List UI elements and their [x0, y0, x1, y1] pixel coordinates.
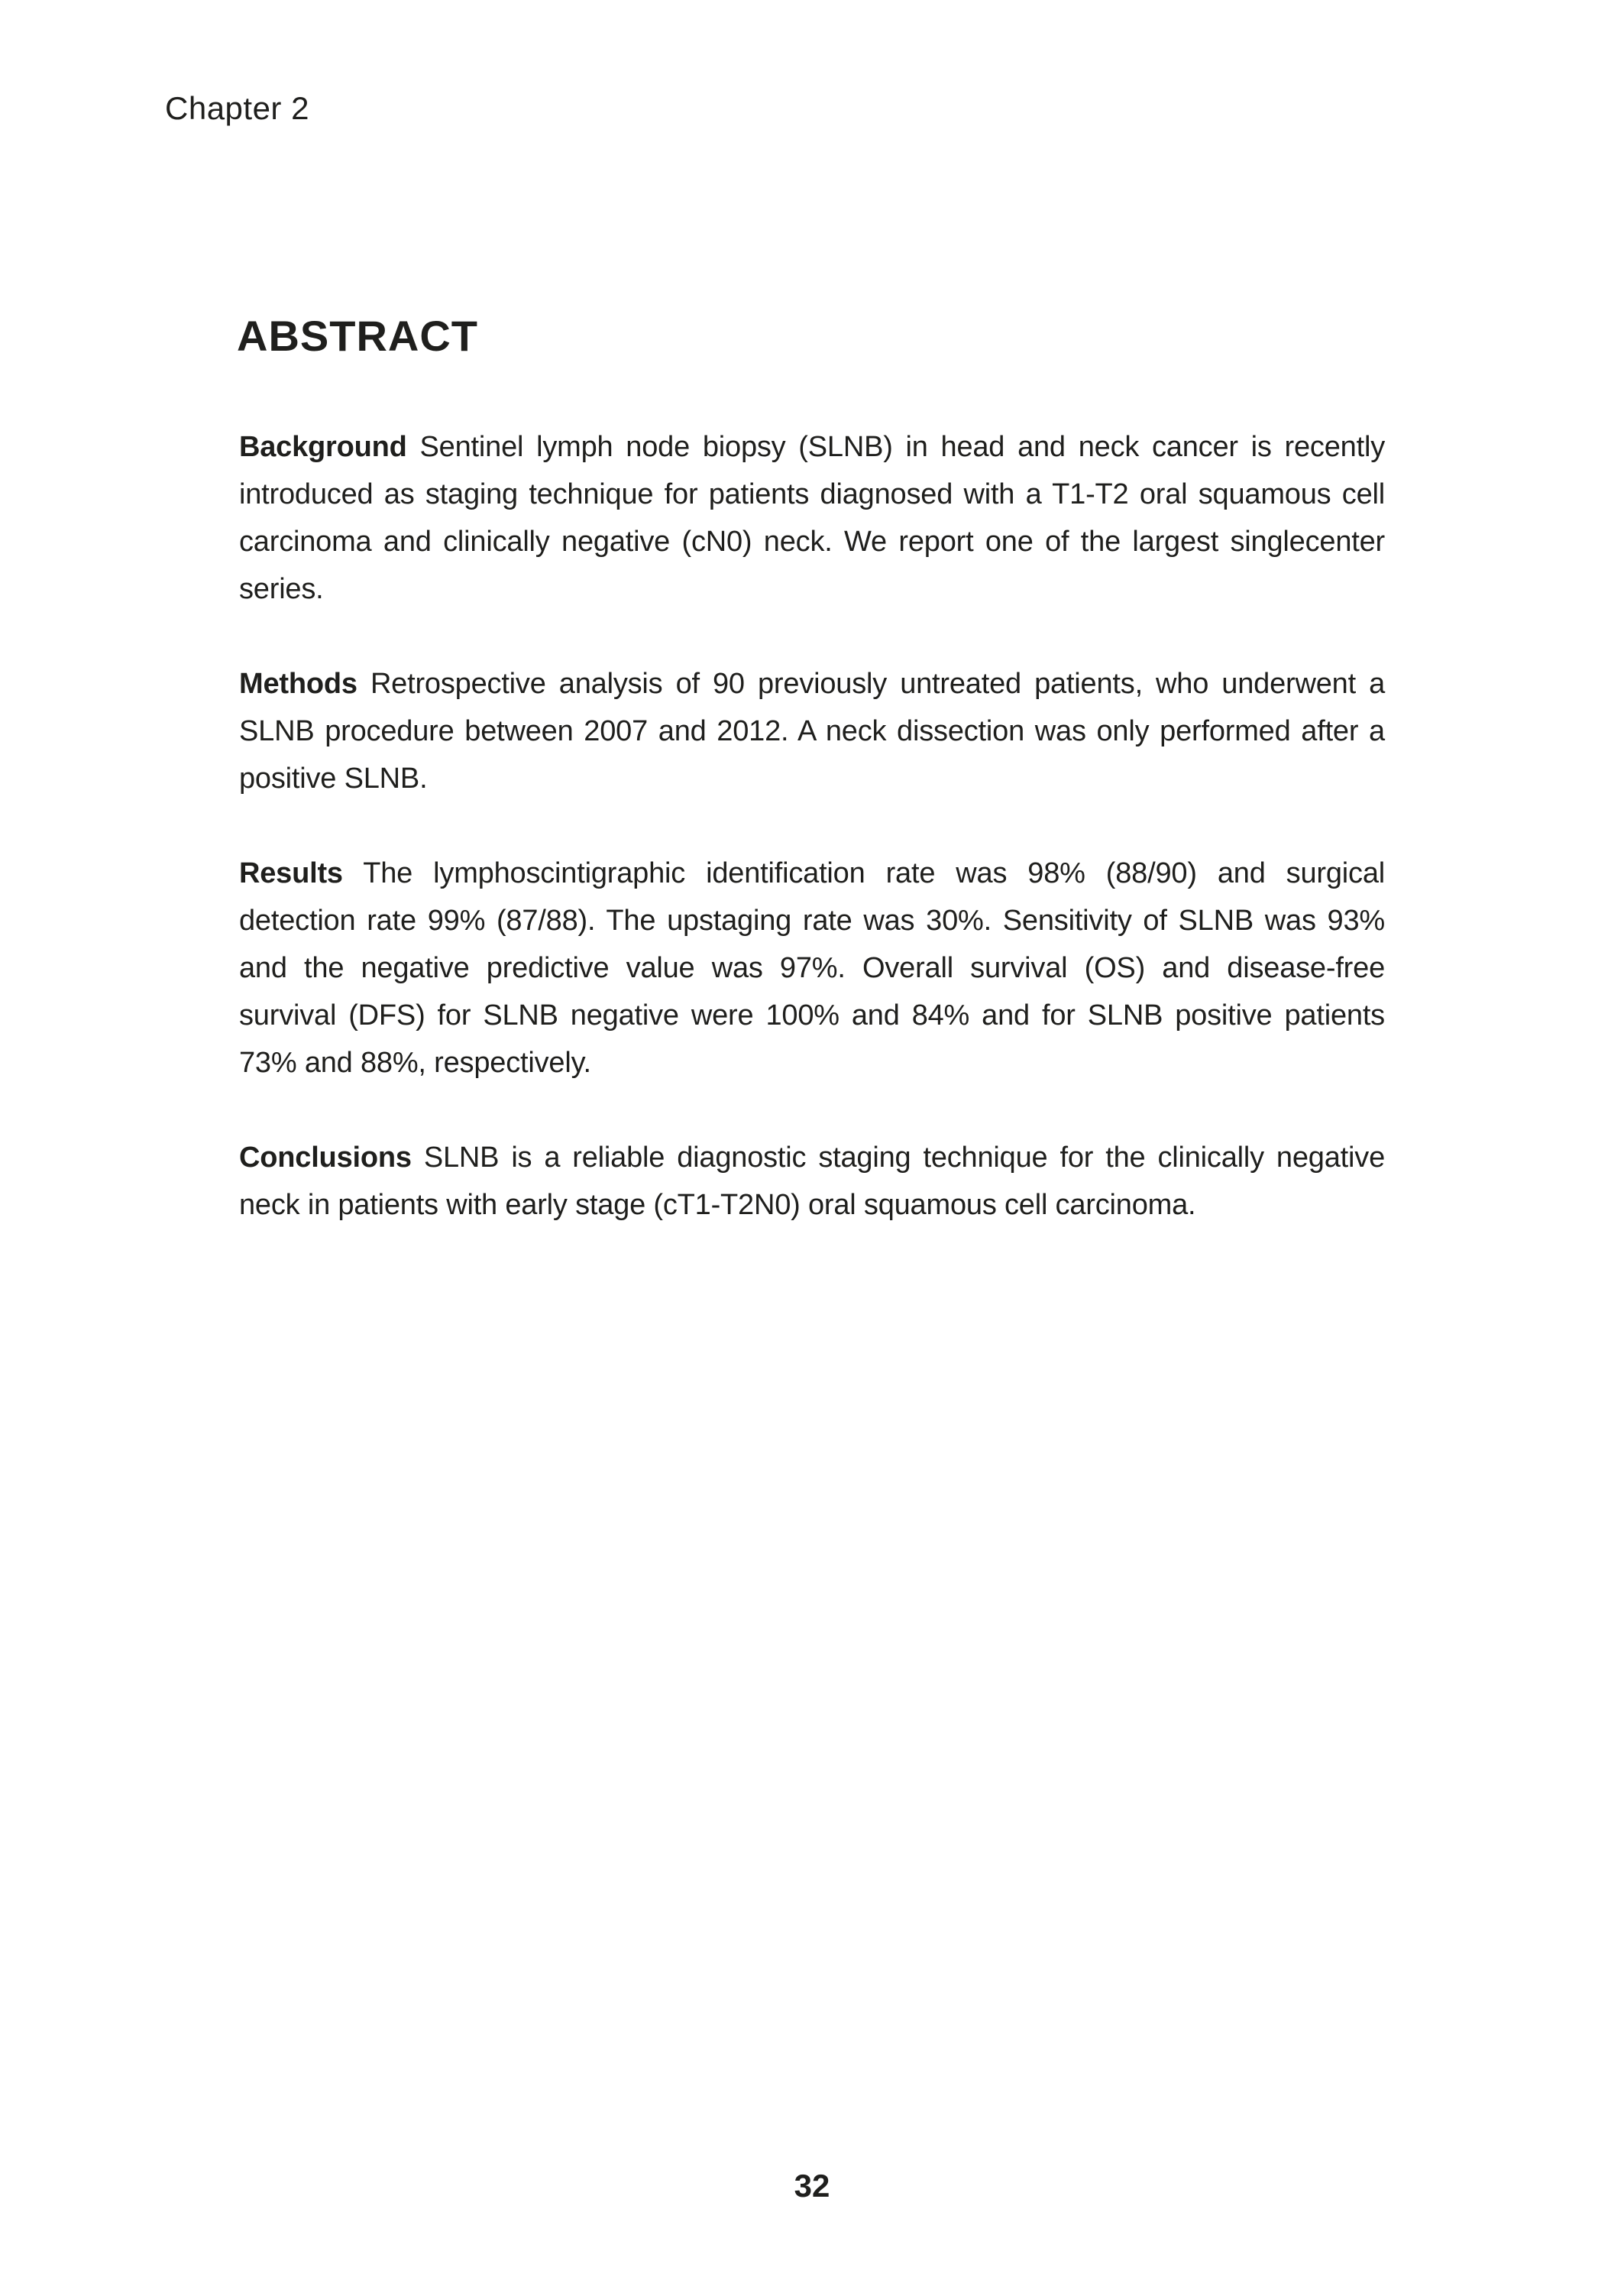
- paragraph-label-results: Results: [239, 857, 343, 889]
- chapter-header: Chapter 2: [165, 90, 309, 126]
- paragraph-text-methods: Retrospective analysis of 90 previously untreated patients, who underwent a SLNB procedure between 2007 and 2012. A neck dissection was only performed after a positive SLNB.: [239, 668, 1385, 795]
- paragraph-background: [239, 423, 1385, 613]
- paragraph-results: [239, 850, 1385, 1087]
- paragraph-label-conclusions: Conclusions: [239, 1142, 412, 1174]
- abstract-body: [239, 423, 1385, 1276]
- paragraph-conclusions: [239, 1134, 1385, 1229]
- paragraph-label-background: Background: [239, 431, 407, 463]
- paragraph-text-background: Sentinel lymph node biopsy (SLNB) in head and neck cancer is recently introduced as staging technique for patients diagnosed with a T1-T2 oral squamous cell carcinoma and clinically negative (cN0) neck. We report one of the largest singlecenter series.: [239, 431, 1385, 605]
- paragraph-methods: [239, 660, 1385, 802]
- paragraph-text-conclusions: SLNB is a reliable diagnostic staging technique for the clinically negative neck in patients with early stage (cT1-T2N0) oral squamous cell carcinoma.: [239, 1142, 1385, 1221]
- paragraph-label-methods: Methods: [239, 668, 357, 700]
- page-number: 32: [794, 2168, 830, 2204]
- abstract-title: ABSTRACT: [237, 312, 478, 360]
- paragraph-text-results: The lymphoscintigraphic identification rate was 98% (88/90) and surgical detection rate 99% (87/88). The upstaging rate was 30%. Sensitivity of SLNB was 93% and the negative predictive value was 97%. Overall survival (OS) and disease-free survival (DFS) for SLNB negative were 100% and 84% and for SLNB positive patients 73% and 88%, respectively.: [239, 857, 1385, 1079]
